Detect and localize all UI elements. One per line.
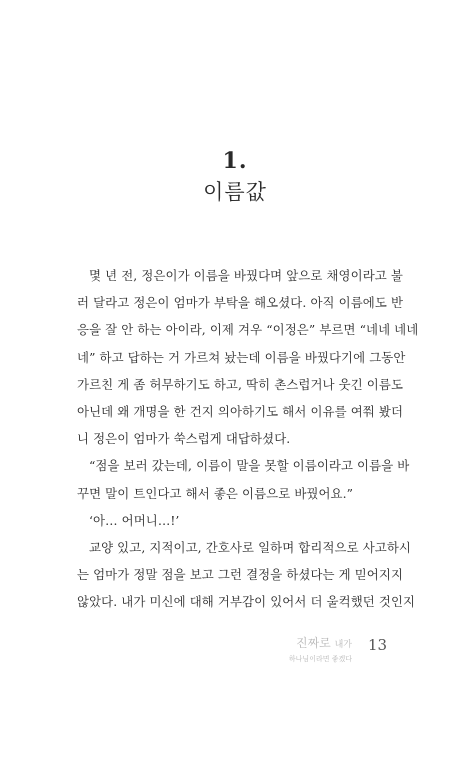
body-line: 응을 잘 안 하는 아이라, 이제 겨우 “이정은” 부르면 “네네 네네 xyxy=(77,322,419,338)
body-line: 는 엄마가 정말 점을 보고 그런 결정을 하셨다는 게 믿어지지 xyxy=(77,567,404,583)
body-line: 꾸면 말이 트인다고 해서 좋은 이름으로 바꿨어요.” xyxy=(77,485,354,501)
body-line: 가르친 게 좀 허무하기도 하고, 딱히 촌스럽거나 웃긴 이름도 xyxy=(77,376,404,392)
body-line: 몇 년 전, 정은이가 이름을 바꿨다며 앞으로 채영이라고 불 xyxy=(89,268,403,283)
body-line: 네” 하고 답하는 거 가르쳐 놨는데 이름을 바꿨다기에 그동안 xyxy=(77,349,406,365)
body-line: 않았다. 내가 미신에 대해 거부감이 있어서 더 울컥했던 것인지 xyxy=(77,594,416,610)
body-line: “점을 보러 갔는데, 이름이 말을 못할 이름이라고 이름을 바 xyxy=(89,458,410,474)
body-text xyxy=(77,262,419,615)
running-title-sub: 내가 xyxy=(334,640,352,650)
body-line: ‘아… 어머니…!’ xyxy=(89,512,180,528)
chapter-title: 이름값 xyxy=(203,180,267,204)
page-number: 13 xyxy=(368,636,388,654)
running-title-main: 진짜로 내가 xyxy=(296,636,352,650)
body-line: 아닌데 왜 개명을 한 건지 의아하기도 해서 이유를 여쭤 봤더 xyxy=(77,403,404,419)
body-line: 러 달라고 정은이 엄마가 부탁을 해오셨다. 아직 이름에도 반 xyxy=(77,295,404,311)
body-line: 교양 있고, 지적이고, 간호사로 일하며 합리적으로 사고하시 xyxy=(89,539,411,555)
body-line: 니 정은이 엄마가 쑥스럽게 대답하셨다. xyxy=(77,431,291,447)
chapter-number: 1. xyxy=(222,148,248,174)
running-title-line2: 하나님이라면 좋겠다 xyxy=(288,655,352,663)
running-title xyxy=(272,635,352,664)
